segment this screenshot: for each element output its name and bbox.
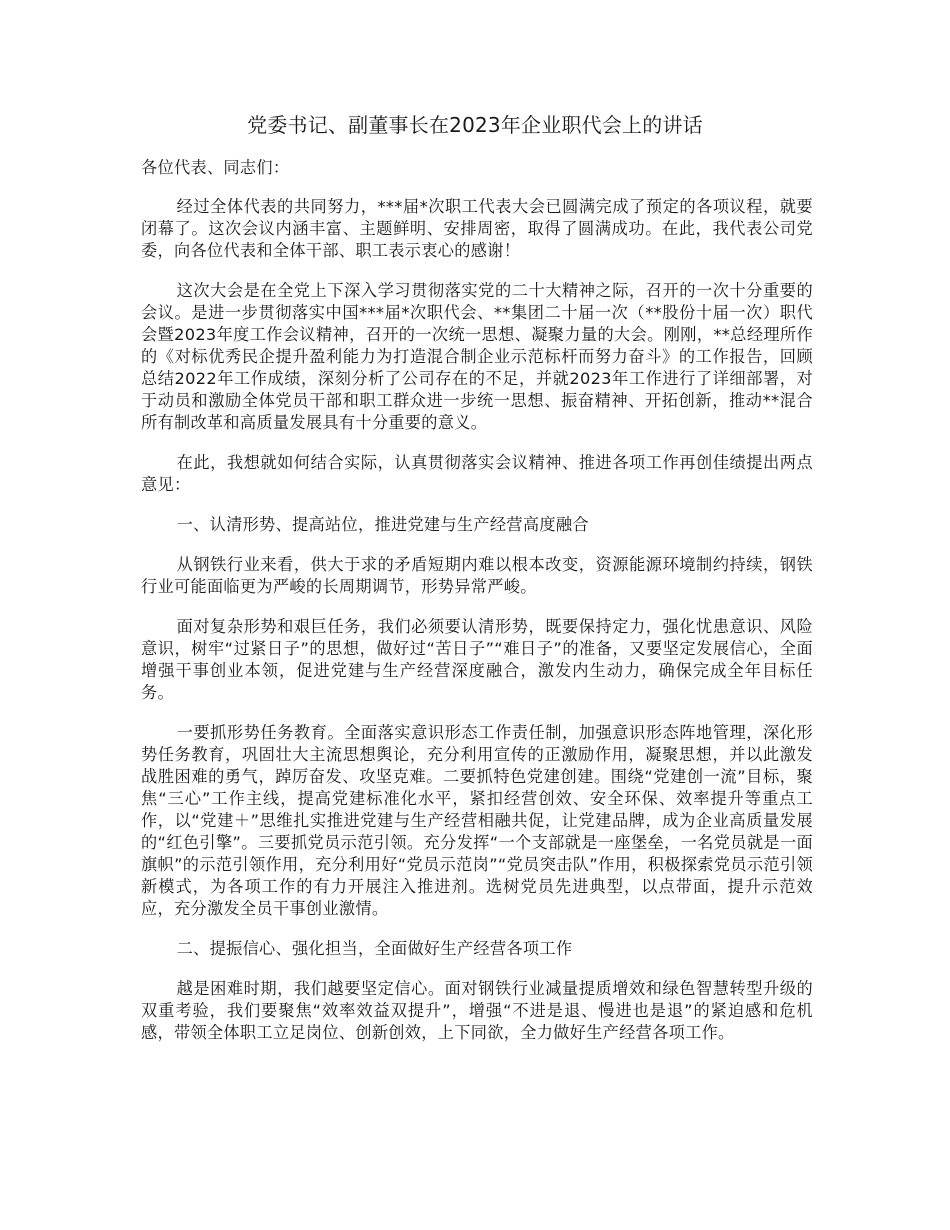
paragraph-face-challenges: 面对复杂形势和艰巨任务，我们必须要认清形势，既要保持定力，强化忧患意识、风险意识，树牢“过紧日子”的思想，做好过“苦日子”“难日子”的准备，又要坚定发展信心，全面增强干事创业本领，促进党建与生产经营深度融合，激发内生动力，确保完成全年目标任务。 bbox=[141, 617, 813, 702]
paragraph-two-suggestions: 在此，我想就如何结合实际，认真贯彻落实会议精神、推进各项工作再创佳绩提出两点意见： bbox=[141, 453, 813, 494]
document-title: 党委书记、副董事长在2023年企业职代会上的讲话 bbox=[247, 113, 703, 137]
paragraph-three-tasks: 一要抓形势任务教育。全面落实意识形态工作责任制，加强意识形态阵地管理，深化形势任务教育，巩固壮大主流思想舆论，充分利用宣传的正激励作用，凝聚思想，并以此激发战胜困难的勇气，踔厉奋发、攻坚克难。二要抓特色党建创建。围绕“党建创一流”目标，聚焦“三心”工作主线，提高党建标准化水平，紧扣经营创效、安全环保、效率提升等重点工作，以“党建＋”思维扎实推进党建与生产经营相融共促，让党建品牌，成为企业高质量发展的“红色引擎”。三要抓党员示范引领。充分发挥“一个支部就是一座堡垒，一名党员就是一面旗帜”的示范引领作用，充分利用好“党员示范岗”“党员突击队”作用，积极探索党员示范引领新模式，为各项工作的有力开展注入推进剂。选树党员先进典型，以点带面，提升示范效应，充分激发全员干事创业激情。 bbox=[141, 723, 813, 918]
paragraph-opening: 经过全体代表的共同努力，***届*次职工代表大会已圆满完成了预定的各项议程，就要闭幕了。这次会议内涵丰富、主题鲜明、安排周密，取得了圆满成功。在此，我代表公司党委，向各位代表和全体干部、职工表示衷心的感谢！ bbox=[141, 197, 813, 260]
paragraph-confidence: 越是困难时期，我们越要坚定信心。面对钢铁行业减量提质增效和绿色智慧转型升级的双重考验，我们要聚焦“效率效益双提升”，增强“不进是退、慢进也是退”的紧迫感和危机感，带领全体职工立足岗位、创新创效，上下同欲，全力做好生产经营各项工作。 bbox=[141, 979, 813, 1042]
document-body bbox=[141, 157, 813, 1062]
section-heading-1: 一、认清形势、提高站位，推进党建与生产经营高度融合 bbox=[176, 515, 589, 534]
salutation: 各位代表、同志们： bbox=[141, 158, 290, 177]
paragraph-industry-situation: 从钢铁行业来看，供大于求的矛盾短期内难以根本改变，资源能源环境制约持续，钢铁行业可能面临更为严峻的长周期调节，形势异常严峻。 bbox=[141, 555, 813, 596]
paragraph-meeting-significance: 这次大会是在全党上下深入学习贯彻落实党的二十大精神之际，召开的一次十分重要的会议。是进一步贯彻落实中国***届*次职代会、**集团二十届一次（**股份十届一次）职代会暨2023年度工作会议精神，召开的一次统一思想、凝聚力量的大会。刚刚，**总经理所作的《对标优秀民企提升盈利能力为打造混合制企业示范标杆而努力奋斗》的工作报告，回顾总结2022年工作成绩，深刻分析了公司存在的不足，并就2023年工作进行了详细部署，对于动员和激励全体党员干部和职工群众进一步统一思想、振奋精神、开拓创新，推动**混合所有制改革和高质量发展具有十分重要的意义。 bbox=[141, 281, 813, 432]
section-heading-2: 二、提振信心、强化担当，全面做好生产经营各项工作 bbox=[176, 939, 573, 958]
